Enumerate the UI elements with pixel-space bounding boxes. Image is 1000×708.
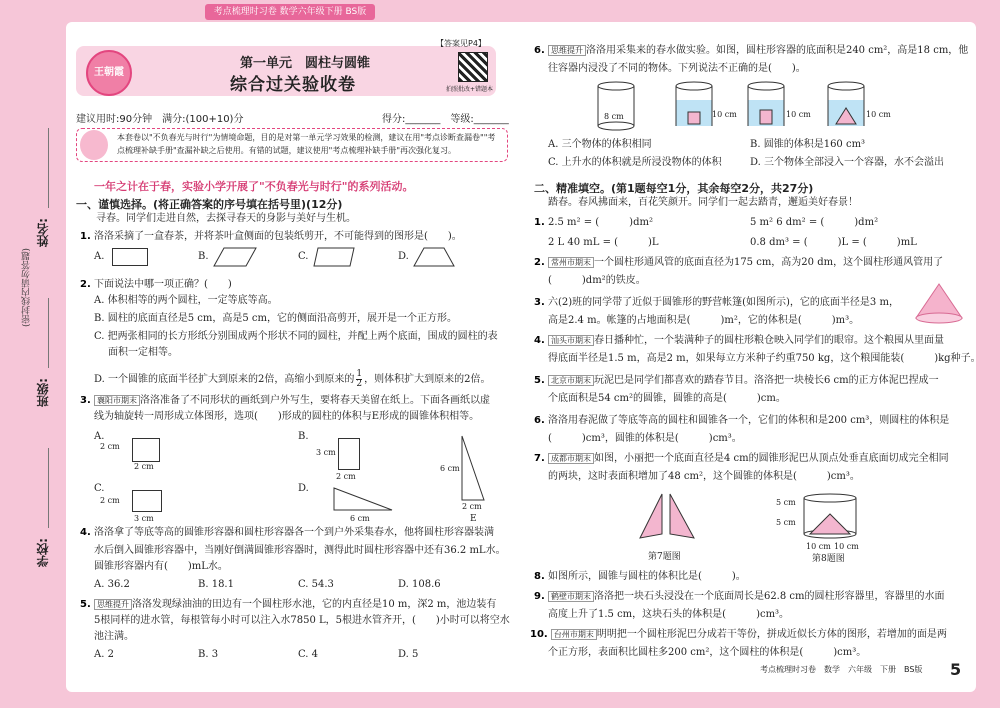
- option-a[interactable]: A.: [94, 251, 105, 262]
- container-cylinder: [748, 82, 784, 130]
- q3-a-width: 2 cm: [134, 462, 154, 471]
- question-2-5: 5. 北京市期末 玩泥巴是同学们都喜欢的踏春节目。洛洛把一块棱长6 cm的正方体泥巴捏成一: [534, 375, 939, 386]
- q4-option-c[interactable]: C. 54.3: [298, 579, 334, 590]
- question-2-8: 8. 如图所示，圆锥与圆柱的体积比是( )。: [534, 571, 746, 582]
- q2-9-text-cont: 高度上升了1.5 cm，这块石头的体积是( )cm³。: [548, 609, 790, 620]
- q3-option-d[interactable]: D.: [298, 483, 309, 494]
- q3-d-width: 6 cm: [350, 514, 370, 523]
- question-1-5: 5. 思维提升 洛洛发现绿油油的田边有一个圆柱形水池，它的内直径是10 m，深2 m，池边装有: [80, 599, 497, 610]
- score-field[interactable]: 得分:_______ 等级:_______: [382, 114, 509, 125]
- question-1-6: 6. 思维提升 洛洛用采集来的春水做实验。如图，圆柱形容器的底面积是240 cm²，高是18 cm，他: [534, 45, 969, 56]
- question-1-2: 2. 下面说法中哪一项正确？( ): [80, 279, 232, 290]
- section-2-title: 二、精准填空。(第1题每空1分，其余每空2分，共27分): [534, 182, 814, 195]
- question-2-3: 3. 六(2)班的同学带了近似于圆锥形的野营帐篷(如图所示)，它的底面半径是3 m，: [534, 297, 899, 308]
- question-2-10: 10. 台州市期末 明明把一个圆柱形泥巴分成若干等份，拼成近似长方体的图形，若增加的面是两: [530, 629, 947, 640]
- q3-option-a[interactable]: A.: [94, 431, 105, 442]
- brand-logo: 王朝霞: [86, 50, 132, 96]
- question-2-9: 9. 鹤壁市期末 洛洛把一块石头浸没在一个底面周长是62.8 cm的圆柱形容器里，容器里的水面: [534, 591, 945, 602]
- intro-text-line-1: 本套卷以"不负春光与时行"为情境命题，目的是对第一单元学习效果的检测，建议在用"考点诊断查漏卷""考: [117, 133, 496, 142]
- top-banner: 考点梳理时习卷 数学六年级下册 BS版: [205, 4, 375, 20]
- figure-8-caption: 第8题图: [812, 554, 845, 564]
- cone-in-cylinder-figure: [800, 494, 860, 540]
- rectangle-shape: [112, 248, 148, 266]
- q2-option-b[interactable]: B. 圆柱的底面直径是5 cm，高是5 cm，它的侧面沿高剪开，展开是一个正方形。: [94, 313, 457, 324]
- class-label: 班级:: [36, 378, 50, 407]
- q3-e-label: E: [470, 514, 477, 524]
- q2-4-text-cont: 得底面半径是1.5 m，高是2 m，如果每立方米种子约重750 kg，这个粮囤能装( )kg种子。: [548, 353, 981, 364]
- fig8-width-2: 10 cm: [834, 542, 859, 551]
- container-cube: [676, 82, 712, 130]
- intro-box: [76, 128, 508, 162]
- question-2-1: 1. 2.5 m² = ( )dm²: [534, 217, 653, 228]
- question-2-2: 2. 常州市期末 一个圆柱形通风管的底面直径为175 cm，高为20 dm，这个圆柱形通风管用了: [534, 257, 944, 268]
- container-cone: [828, 82, 864, 130]
- q3-rect-c: [132, 490, 162, 512]
- q3-triangle-d: [334, 488, 394, 512]
- q6-option-c[interactable]: C. 上升水的体积就是所浸没物体的体积: [548, 157, 722, 168]
- time-info: 建议用时:90分钟 满分:(100+10)分: [76, 114, 244, 125]
- exam-title: 综合过关验收卷: [230, 75, 356, 95]
- class-line: [48, 298, 49, 368]
- q3-option-b[interactable]: B.: [298, 431, 309, 442]
- fig8-height-2: 5 cm: [776, 518, 796, 527]
- seal-margin: [14, 128, 62, 688]
- q5-option-d[interactable]: D. 5: [398, 649, 419, 660]
- container-4-height: 10 cm: [866, 110, 891, 119]
- q2-5-text-cont: 个底面积是54 cm²的圆锥，圆锥的高是( )cm。: [548, 393, 786, 404]
- q3-option-c[interactable]: C.: [94, 483, 105, 494]
- q3-a-height: 2 cm: [100, 442, 120, 451]
- q6-text-line-2: 往容器内浸没了不同的物体。下列说法不正确的是( )。: [548, 63, 806, 74]
- qr-note: 拍照批改+错题本: [446, 86, 494, 93]
- mascot-icon: [80, 130, 108, 160]
- name-label: 姓名:: [36, 218, 50, 247]
- answer-reference: 【答案见P4】: [436, 39, 486, 48]
- q3-square-a: [132, 438, 160, 462]
- option-d[interactable]: D.: [398, 251, 409, 262]
- question-1-1: 1. 洛洛采摘了一盒春茶，并将茶叶盒侧面的包装纸剪开，不可能得到的图形是( )。: [80, 231, 462, 242]
- q2-10-text-cont: 个正方形，表面积比圆柱多200 cm²，这个圆柱的体积是( )cm³。: [548, 647, 867, 658]
- theme-line: 一年之计在于春，实验小学开展了"不负春光与时行"的系列活动。: [94, 180, 414, 193]
- unit-title: 第一单元 圆柱与圆锥: [240, 56, 371, 71]
- q2-3-text-cont: 高是2.4 m。帐篷的占地面积是( )m²，它的体积是( )m³。: [548, 315, 860, 326]
- question-1-3: 3. 襄阳市期末 洛洛准备了不同形状的画纸到户外写生，要将春天美留在纸上。下面各画纸以虚: [80, 395, 490, 406]
- option-b[interactable]: B.: [198, 251, 209, 262]
- q6-option-b[interactable]: B. 圆锥的体积是160 cm³: [750, 139, 866, 150]
- q2-2-text-cont: ( )dm²的铁皮。: [548, 275, 646, 286]
- q2-option-d[interactable]: D. 一个圆锥的底面半径扩大到原来的2倍，高缩小到原来的 $\frac{1}{2}$ ，则体积扩大到原来的2倍。: [94, 369, 491, 389]
- q6-option-a[interactable]: A. 三个物体的体积相同: [548, 139, 652, 150]
- q3-c-height: 2 cm: [100, 496, 120, 505]
- q5-text-line-3: 池注满。: [94, 631, 134, 642]
- figure-7-caption: 第7题图: [648, 552, 681, 562]
- q3-c-width: 3 cm: [134, 514, 154, 523]
- q3-e-width: 2 cm: [462, 502, 482, 511]
- q3-b-width: 2 cm: [336, 472, 356, 481]
- option-c[interactable]: C.: [298, 251, 309, 262]
- q3-rect-b: [338, 438, 360, 470]
- split-cone-figure: [640, 494, 700, 544]
- container-3-height: 10 cm: [786, 110, 811, 119]
- q2-option-a[interactable]: A. 体积相等的两个圆柱，一定等底等高。: [94, 295, 278, 306]
- q2-1-d[interactable]: 0.8 dm³ = ( )L = ( )mL: [750, 237, 917, 248]
- intro-text-line-2: 点梳理补缺手册"查漏补缺之后使用。有错的试题，建议使用"考点梳理补缺手册"再次强化复习。: [117, 146, 457, 155]
- q5-option-a[interactable]: A. 2: [94, 649, 114, 660]
- school-label: 学校:: [36, 538, 50, 567]
- fig8-width-1: 10 cm: [806, 542, 831, 551]
- q3-e-height: 6 cm: [440, 464, 460, 473]
- trapezoid-shape: [414, 248, 454, 266]
- q5-option-b[interactable]: B. 3: [198, 649, 219, 660]
- section-1-intro: 寻春。同学们走进自然，去探寻春天的身影与美好与生机。: [96, 213, 356, 224]
- question-2-6: 6. 洛洛用春泥做了等底等高的圆柱和圆锥各一个，它们的体积和是200 cm³，则圆柱的体积是: [534, 415, 950, 426]
- q4-option-a[interactable]: A. 36.2: [94, 579, 130, 590]
- school-line: [48, 448, 49, 528]
- page-footer: 考点梳理时习卷 数学 六年级 下册 BS版: [760, 665, 923, 674]
- question-2-4: 4. 汕头市期末 春日播种忙，一个装满种子的圆柱形粮仓映入同学们的眼帘。这个粮囤从里面量: [534, 335, 944, 346]
- qr-code-icon[interactable]: [458, 52, 488, 82]
- q2-option-c[interactable]: C. 把两张相同的长方形纸分别围成两个形状不同的圆柱，并配上两个底面，围成的圆柱的表: [94, 331, 498, 342]
- q4-text-line-2: 水后倒入圆锥形容器中，当刚好倒满圆锥形容器时，测得此时圆柱形容器中还有36.2 mL水。: [94, 545, 506, 556]
- q5-text-line-2: 5根同样的进水管，每根管每小时可以注入水7850 L，5根进水管齐开，( )小时可以将空水: [94, 615, 510, 626]
- q2-1-c[interactable]: 2 L 40 mL = ( )L: [548, 237, 659, 248]
- name-line: [48, 128, 49, 208]
- q3-text-cont: 线为轴旋转一周形成立体图形，选项( )形成的圆柱的体积与E形成的圆锥体积相等。: [94, 411, 480, 422]
- fig8-height-1: 5 cm: [776, 498, 796, 507]
- q4-text-line-3: 圆锥形容器内有( )mL水。: [94, 561, 228, 572]
- question-1-4: 4. 洛洛拿了等底等高的圆锥形容器和圆柱形容器各一个到户外采集春水，他将圆柱形容器装满: [80, 527, 494, 538]
- seal-note: (密封线内请勿答题): [22, 248, 32, 328]
- q3-triangle-e: [462, 436, 486, 500]
- container-2-height: 10 cm: [712, 110, 737, 119]
- q2-option-c-cont: 面积一定相等。: [108, 347, 178, 358]
- container-1-height: 8 cm: [604, 112, 624, 121]
- q4-option-b[interactable]: B. 18.1: [198, 579, 234, 590]
- section-1-title: 一、谨慎选择。(将正确答案的序号填在括号里)(12分): [76, 198, 343, 211]
- page-number: 5: [950, 660, 962, 679]
- q2-1-b[interactable]: 5 m² 6 dm² = ( )dm²: [750, 217, 879, 228]
- q6-option-d[interactable]: D. 三个物体全部浸入一个容器，水不会溢出: [750, 157, 945, 168]
- q3-b-height: 3 cm: [316, 448, 336, 457]
- tent-icon: [914, 284, 964, 326]
- question-2-7: 7. 成都市期末 如图，小丽把一个底面直径是4 cm的圆锥形泥巴从顶点处垂直底面切成完全相同: [534, 453, 949, 464]
- q2-7-text-cont: 的两块，这时表面积增加了48 cm²，这个圆锥的体积是( )cm³。: [548, 471, 860, 482]
- q4-option-d[interactable]: D. 108.6: [398, 579, 441, 590]
- irregular-shape: [314, 248, 354, 266]
- q2-6-text-cont: ( )cm³，圆锥的体积是( )cm³。: [548, 433, 742, 444]
- section-2-intro: 踏春。春风拂面来，百花笑颜开。同学们一起去踏青，邂逅美好春景！: [548, 197, 858, 208]
- parallelogram-shape: [214, 248, 256, 266]
- q5-option-c[interactable]: C. 4: [298, 649, 319, 660]
